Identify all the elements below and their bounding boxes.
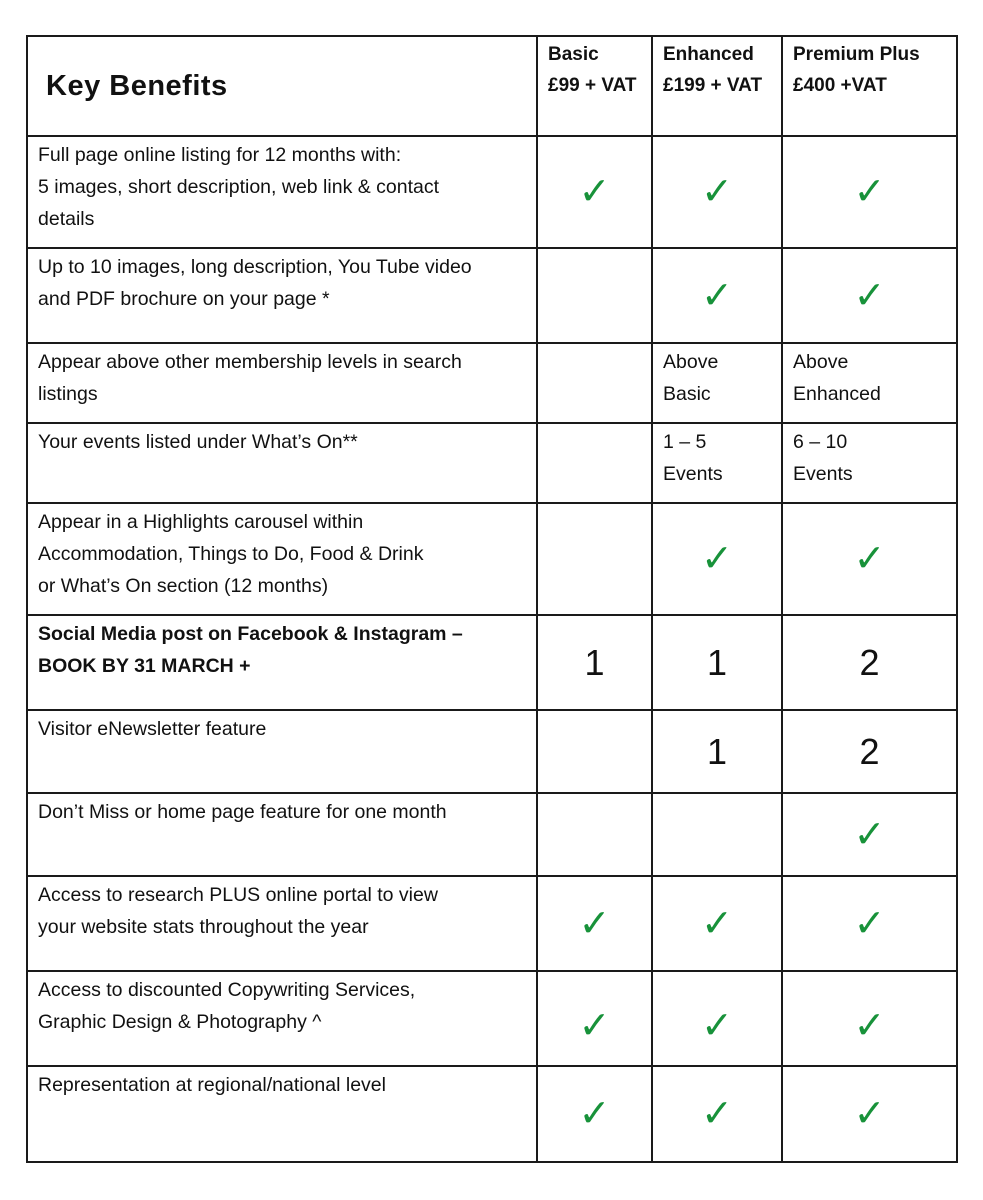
feature-line: or What’s On section (12 months) (38, 575, 329, 597)
feature-line: Accommodation, Things to Do, Food & Drink (38, 543, 424, 565)
feature-cell (27, 343, 537, 423)
premium-cell (782, 1066, 957, 1162)
table-row (27, 876, 957, 971)
cell-text: Above (663, 351, 719, 373)
tier-price: £199 + VAT (663, 75, 763, 96)
premium-cell (782, 615, 957, 710)
check-icon: ✓ (701, 1093, 733, 1135)
check-icon: ✓ (853, 1093, 886, 1135)
basic-cell (537, 876, 652, 971)
feature-cell (27, 971, 537, 1066)
premium-cell (782, 503, 957, 615)
feature-line: Up to 10 images, long description, You Tube video (38, 256, 472, 278)
cell-text: Events (793, 463, 853, 485)
feature-line: Access to research PLUS online portal to view (38, 884, 438, 906)
count-value: 1 (706, 730, 728, 772)
feature-cell (27, 615, 537, 710)
check-icon: ✓ (578, 1005, 611, 1047)
check-icon: ✓ (578, 1093, 611, 1135)
check-icon: ✓ (853, 274, 886, 317)
basic-cell (537, 615, 652, 710)
feature-line: Access to discounted Copywriting Services, (38, 979, 416, 1001)
basic-cell (537, 1066, 652, 1162)
check-icon: ✓ (578, 902, 611, 945)
feature-line: your website stats throughout the year (38, 916, 369, 938)
feature-line: Social Media post on Facebook & Instagram – (38, 623, 463, 645)
feature-line: Full page online listing for 12 months with: (38, 144, 402, 166)
feature-cell (27, 503, 537, 615)
feature-cell (27, 1066, 537, 1162)
premium-cell (782, 343, 957, 423)
feature-cell (27, 136, 537, 248)
table-row (27, 1066, 957, 1162)
cell-text: 6 – 10 (793, 431, 848, 453)
enhanced-cell (652, 793, 782, 876)
feature-line: Representation at regional/national level (38, 1074, 386, 1096)
enhanced-cell (652, 710, 782, 793)
premium-cell (782, 136, 957, 248)
header-row (27, 36, 957, 136)
feature-line: Appear in a Highlights carousel within (38, 511, 364, 533)
feature-cell (27, 876, 537, 971)
table-title: Key Benefits (27, 36, 537, 136)
feature-cell (27, 423, 537, 503)
enhanced-cell (652, 343, 782, 423)
feature-line: details (38, 208, 95, 230)
enhanced-cell (652, 1066, 782, 1162)
check-icon: ✓ (853, 902, 886, 945)
tier-name: Enhanced (663, 44, 754, 65)
count-value: 2 (859, 730, 880, 772)
check-icon: ✓ (701, 1005, 733, 1047)
check-icon: ✓ (853, 538, 886, 580)
feature-line: Appear above other membership levels in search (38, 351, 462, 373)
check-icon: ✓ (853, 171, 886, 213)
enhanced-cell (652, 136, 782, 248)
feature-cell (27, 710, 537, 793)
cell-text: Events (663, 463, 723, 485)
table-row (27, 423, 957, 503)
enhanced-cell (652, 423, 782, 503)
feature-cell (27, 248, 537, 343)
table-row (27, 710, 957, 793)
premium-cell (782, 248, 957, 343)
tier-basic-header (537, 36, 652, 136)
enhanced-cell (652, 615, 782, 710)
feature-line: Don’t Miss or home page feature for one month (38, 801, 447, 823)
basic-cell (537, 343, 652, 423)
check-icon: ✓ (701, 171, 733, 213)
table-row (27, 615, 957, 710)
basic-cell (537, 971, 652, 1066)
premium-cell (782, 423, 957, 503)
premium-cell (782, 710, 957, 793)
tier-enhanced-header (652, 36, 782, 136)
basic-cell (537, 710, 652, 793)
cell-text: Enhanced (793, 383, 881, 405)
table-row (27, 793, 957, 876)
tier-name: Basic (548, 44, 599, 65)
check-icon: ✓ (853, 813, 886, 856)
table-row (27, 343, 957, 423)
basic-cell (537, 248, 652, 343)
basic-cell (537, 503, 652, 615)
enhanced-cell (652, 876, 782, 971)
basic-cell (537, 793, 652, 876)
basic-cell (537, 136, 652, 248)
tier-premium-header (782, 36, 957, 136)
feature-line: Visitor eNewsletter feature (38, 718, 267, 740)
tier-price: £99 + VAT (548, 75, 637, 96)
check-icon: ✓ (701, 902, 733, 945)
table-row (27, 136, 957, 248)
table-row (27, 971, 957, 1066)
tier-name: Premium Plus (793, 44, 920, 65)
feature-line: Graphic Design & Photography ^ (38, 1011, 322, 1033)
cell-text: 1 – 5 (663, 431, 707, 453)
check-icon: ✓ (578, 171, 611, 213)
cell-text: Basic (663, 383, 711, 405)
count-value: 2 (859, 641, 880, 683)
premium-cell (782, 971, 957, 1066)
premium-cell (782, 876, 957, 971)
cell-text: Above (793, 351, 849, 373)
check-icon: ✓ (853, 1005, 886, 1047)
count-value: 1 (584, 641, 605, 683)
check-icon: ✓ (701, 274, 733, 317)
enhanced-cell (652, 503, 782, 615)
count-value: 1 (706, 641, 728, 683)
enhanced-cell (652, 971, 782, 1066)
benefits-table (26, 35, 958, 1163)
feature-line: listings (38, 383, 98, 405)
enhanced-cell (652, 248, 782, 343)
feature-cell (27, 793, 537, 876)
premium-cell (782, 793, 957, 876)
tier-price: £400 +VAT (793, 75, 887, 96)
feature-line: and PDF brochure on your page * (38, 288, 330, 310)
basic-cell (537, 423, 652, 503)
feature-line: Your events listed under What’s On** (38, 431, 358, 453)
table-row (27, 248, 957, 343)
check-icon: ✓ (701, 538, 733, 580)
table-row (27, 503, 957, 615)
feature-line: BOOK BY 31 MARCH + (38, 655, 251, 677)
feature-line: 5 images, short description, web link & contact (38, 176, 440, 198)
